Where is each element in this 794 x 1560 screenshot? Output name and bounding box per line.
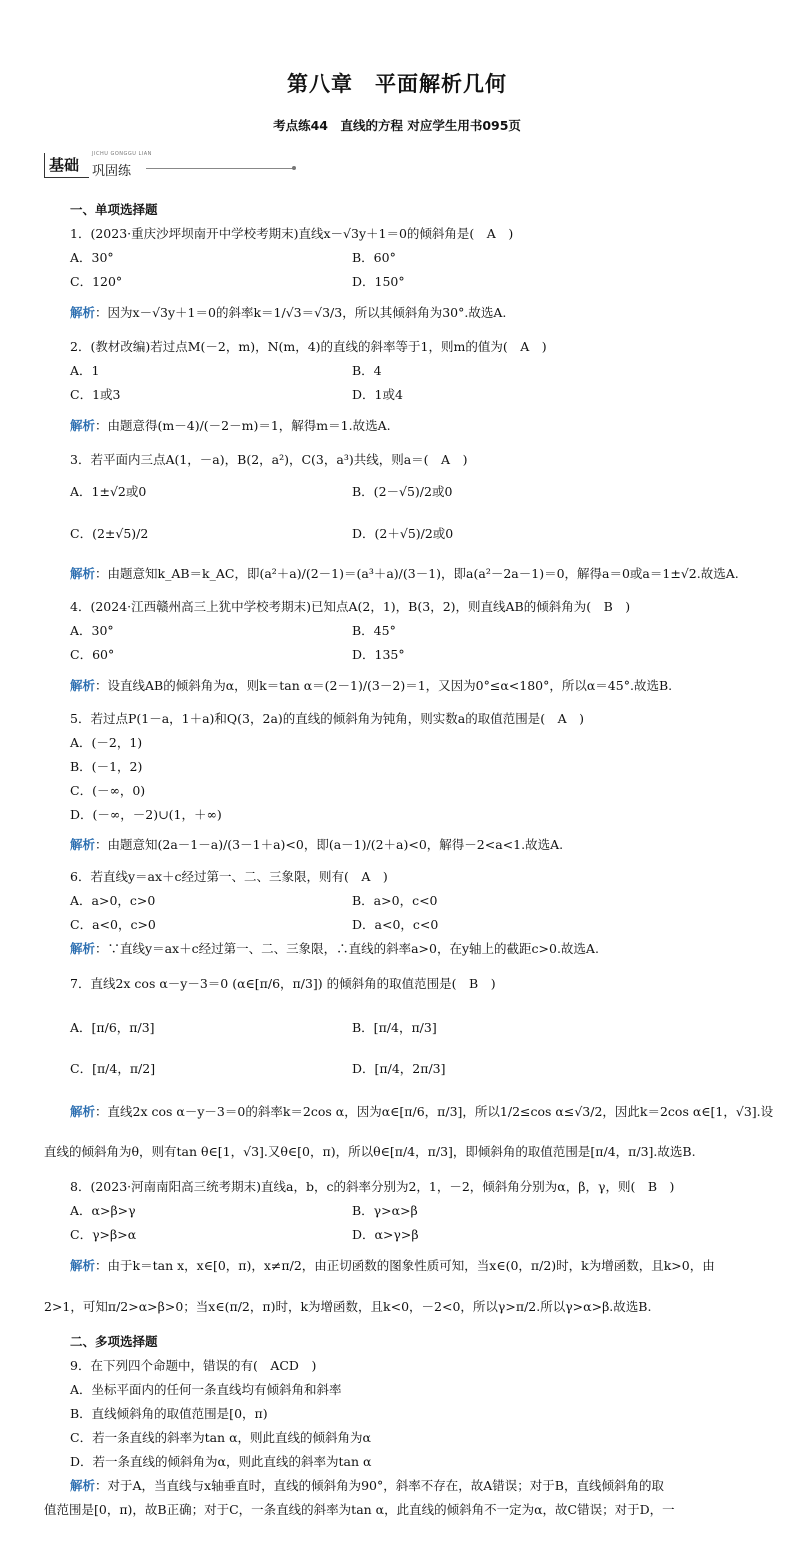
solution-4 — [70, 678, 672, 694]
option-5a: A．(－2，1) — [70, 735, 143, 750]
section-heading-multi: 二、多项选择题 — [70, 1334, 158, 1349]
solution-4-text: ：设直线AB的倾斜角为α，则k＝tan α＝(2－1)/(3－2)＝1，又因为0°≤α<180°，所以α＝45°.故选B. — [95, 678, 673, 693]
badge-subtitle: 巩固练 — [92, 164, 132, 179]
solution-label: 解析 — [70, 1478, 96, 1493]
option-3c: C．(2±√5)/2 — [70, 526, 149, 541]
solution-1 — [70, 305, 506, 321]
option-5d: D．(－∞，－2)∪(1，＋∞) — [70, 807, 222, 822]
solution-6 — [70, 941, 599, 957]
option-4b: B．45° — [352, 623, 396, 638]
badge-dot — [292, 166, 296, 170]
option-2a: A．1 — [70, 363, 100, 378]
solution-5-text: ：由题意知(2a－1－a)/(3－1＋a)<0，即(a－1)/(2＋a)<0，解得－2<a<1.故选A. — [95, 837, 564, 852]
option-2d: D．1或4 — [352, 387, 403, 402]
solution-7-line2: 直线的倾斜角为θ，则有tan θ∈[1，√3].又θ∈[0，π)，所以θ∈[π/4，π/3]，即倾斜角的取值范围是[π/4，π/3].故选B. — [44, 1144, 696, 1159]
option-2c: C．1或3 — [70, 387, 121, 402]
option-4d: D．135° — [352, 647, 405, 662]
solution-label: 解析 — [70, 566, 96, 581]
solution-3 — [70, 566, 739, 582]
option-7c: C．[π/4，π/2] — [70, 1061, 156, 1076]
option-8a: A．α>β>γ — [70, 1203, 136, 1218]
solution-6-text: ：∵直线y＝ax＋c经过第一、二、三象限，∴直线的斜率a>0，在y轴上的截距c>0.故选A. — [95, 941, 599, 956]
badge-divider — [146, 168, 294, 169]
solution-label: 解析 — [70, 305, 96, 320]
solution-label: 解析 — [70, 418, 96, 433]
option-9b: B．直线倾斜角的取值范围是[0，π) — [70, 1406, 268, 1421]
option-4c: C．60° — [70, 647, 115, 662]
solution-7-text-1: ：直线2x cos α－y－3＝0的斜率k＝2cos α，因为α∈[π/6，π/3]，所以1/2≤cos α≤√3/2，因此k＝2cos α∈[1，√3].设 — [95, 1104, 774, 1119]
solution-9-line2: 值范围是[0，π)，故B正确；对于C，一条直线的斜率为tan α，此直线的倾斜角不一定为α，故C错误；对于D，一 — [44, 1502, 675, 1517]
option-8b: B．γ>α>β — [352, 1203, 418, 1218]
solution-label: 解析 — [70, 1104, 96, 1119]
section-subtitle: 考点练44 直线的方程 对应学生用书095页 — [273, 118, 521, 133]
option-5c: C．(－∞，0) — [70, 783, 146, 798]
chapter-title: 第八章 平面解析几何 — [287, 72, 507, 96]
question-2: 2．(教材改编)若过点M(－2，m)，N(m，4)的直线的斜率等于1，则m的值为( A ) — [70, 339, 547, 354]
solution-label: 解析 — [70, 678, 96, 693]
option-1b: B．60° — [352, 250, 396, 265]
option-6a: A．a>0，c>0 — [70, 893, 156, 908]
solution-7-line1 — [70, 1104, 773, 1120]
option-8c: C．γ>β>α — [70, 1227, 137, 1242]
option-1d: D．150° — [352, 274, 405, 289]
solution-8-line2: 2>1，可知π/2>α>β>0；当x∈(π/2，π)时，k为增函数，且k<0，－2<0，所以γ>π/2.所以γ>α>β.故选B. — [44, 1299, 652, 1314]
solution-label: 解析 — [70, 1258, 96, 1273]
option-7b: B．[π/4，π/3] — [352, 1020, 437, 1035]
solution-8-text-1: ：由于k＝tan x，x∈[0，π)，x≠π/2，由正切函数的图象性质可知，当x∈(0，π/2)时，k为增函数，且k>0，由 — [95, 1258, 715, 1273]
question-1: 1．(2023·重庆沙坪坝南开中学校考期末)直线x－√3y＋1＝0的倾斜角是( A ) — [70, 226, 514, 241]
option-3d: D．(2＋√5)/2或0 — [352, 526, 454, 541]
solution-label: 解析 — [70, 941, 96, 956]
option-8d: D．α>γ>β — [352, 1227, 419, 1242]
solution-label: 解析 — [70, 837, 96, 852]
level-badge: 基础 — [44, 153, 89, 178]
solution-8-line1 — [70, 1258, 715, 1274]
option-3a: A．1±√2或0 — [70, 484, 147, 499]
question-7: 7．直线2x cos α－y－3＝0 (α∈[π/6，π/3]) 的倾斜角的取值范围是( B ) — [70, 976, 496, 991]
option-9d: D．若一条直线的倾斜角为α，则此直线的斜率为tan α — [70, 1454, 372, 1469]
option-6d: D．a<0，c<0 — [352, 917, 439, 932]
solution-3-text: ：由题意知k_AB＝k_AC，即(a²＋a)/(2－1)＝(a³＋a)/(3－1)，即a(a²－2a－1)＝0，解得a＝0或a＝1±√2.故选A. — [95, 566, 739, 581]
question-3: 3．若平面内三点A(1，－a)，B(2，a²)，C(3，a³)共线，则a＝( A ) — [70, 452, 468, 467]
solution-5 — [70, 837, 563, 853]
option-9a: A．坐标平面内的任何一条直线均有倾斜角和斜率 — [70, 1382, 342, 1397]
solution-1-text: ：因为x－√3y＋1＝0的斜率k＝1/√3＝√3/3，所以其倾斜角为30°.故选A. — [95, 305, 507, 320]
solution-2 — [70, 418, 391, 434]
solution-9-text-1: ：对于A，当直线与x轴垂直时，直线的倾斜角为90°，斜率不存在，故A错误；对于B，直线倾斜角的取 — [95, 1478, 664, 1493]
option-6b: B．a>0，c<0 — [352, 893, 438, 908]
option-4a: A．30° — [70, 623, 114, 638]
solution-9-line1 — [70, 1478, 664, 1494]
option-9c: C．若一条直线的斜率为tan α，则此直线的倾斜角为α — [70, 1430, 371, 1445]
option-3b: B．(2－√5)/2或0 — [352, 484, 453, 499]
question-8: 8．(2023·河南南阳高三统考期末)直线a，b，c的斜率分别为2，1，－2，倾斜角分别为α，β，γ，则( B ) — [70, 1179, 675, 1194]
question-6: 6．若直线y＝ax＋c经过第一、二、三象限，则有( A ) — [70, 869, 388, 884]
option-1c: C．120° — [70, 274, 123, 289]
solution-2-text: ：由题意得(m－4)/(－2－m)＝1，解得m＝1.故选A. — [95, 418, 391, 433]
badge-pinyin: JICHU GONGGU LIAN — [92, 151, 152, 157]
option-2b: B．4 — [352, 363, 382, 378]
option-6c: C．a<0，c>0 — [70, 917, 156, 932]
question-5: 5．若过点P(1－a，1＋a)和Q(3，2a)的直线的倾斜角为钝角，则实数a的取值范围是( A ) — [70, 711, 585, 726]
question-4: 4．(2024·江西赣州高三上犹中学校考期末)已知点A(2，1)，B(3，2)，则直线AB的倾斜角为( B ) — [70, 599, 631, 614]
option-1a: A．30° — [70, 250, 114, 265]
question-9: 9．在下列四个命题中，错误的有( ACD ) — [70, 1358, 317, 1373]
section-heading-single: 一、单项选择题 — [70, 202, 158, 217]
option-7d: D．[π/4，2π/3] — [352, 1061, 446, 1076]
option-7a: A．[π/6，π/3] — [70, 1020, 155, 1035]
option-5b: B．(－1，2) — [70, 759, 143, 774]
